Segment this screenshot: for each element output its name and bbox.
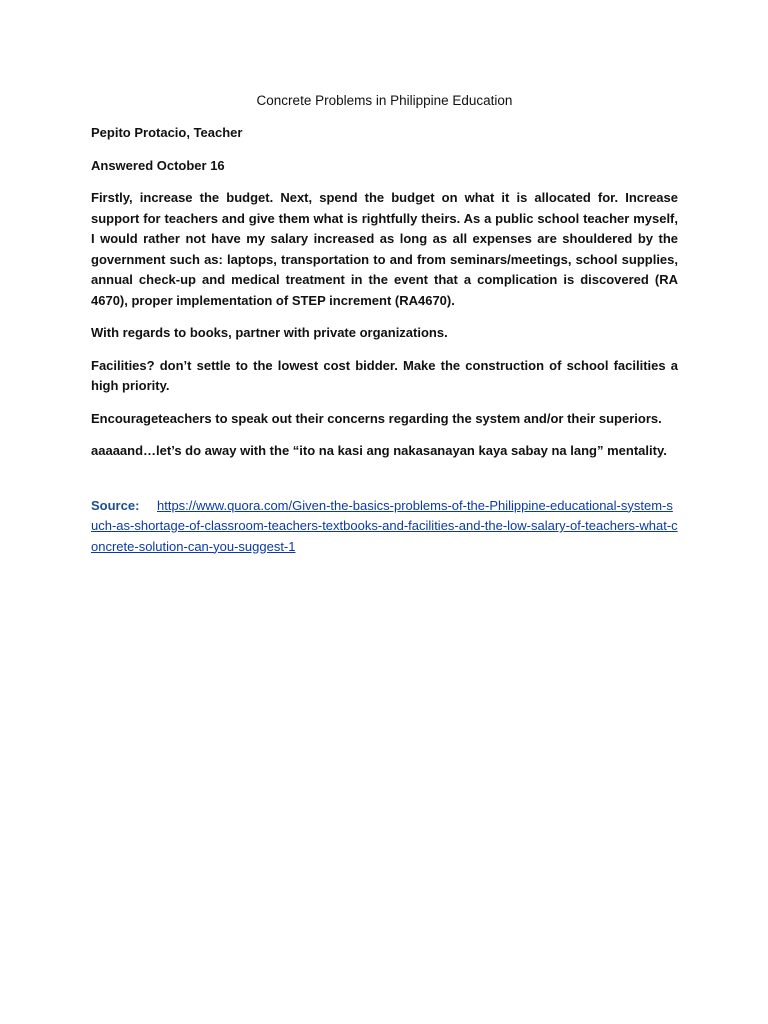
source-line bbox=[91, 496, 678, 558]
author-line: Pepito Protacio, Teacher bbox=[91, 125, 243, 140]
paragraph-teachers: Encourageteachers to speak out their concerns regarding the system and/or their superiors. bbox=[91, 410, 662, 426]
paragraph-mentality: aaaaand…let’s do away with the “ito na kasi ang nakasanayan kaya sabay na lang” mentality. bbox=[91, 443, 667, 458]
answered-date: Answered October 16 bbox=[91, 157, 225, 173]
paragraph-budget: Firstly, increase the budget. Next, spend the budget on what it is allocated for. Increase support for teachers and give them what is rightfully theirs. As a public school teacher myself, I would rather not have my salary increased as long as all expenses are shouldered by the government such as: laptops, transportation to and from seminars/meetings, school supplies, annual check-up and medical treatment in the event that a complication is discovered (RA 4670), proper implementation of STEP increment (RA4670). bbox=[91, 190, 678, 308]
source-label: Source: bbox=[91, 497, 140, 513]
document-title: Concrete Problems in Philippine Education bbox=[256, 93, 513, 108]
document-body bbox=[91, 91, 678, 557]
source-link[interactable]: https://www.quora.com/Given-the-basics-problems-of-the-Philippine-educational-system-such-as-shortage-of-classroom-teachers-textbooks-and-facilities-and-the-low-salary-of-teachers-what-concrete-solution-can-you-suggest-1 bbox=[91, 497, 678, 554]
paragraph-books: With regards to books, partner with private organizations. bbox=[91, 325, 448, 340]
paragraph-facilities: Facilities? don’t settle to the lowest cost bidder. Make the construction of school facilities a high priority. bbox=[91, 357, 678, 393]
